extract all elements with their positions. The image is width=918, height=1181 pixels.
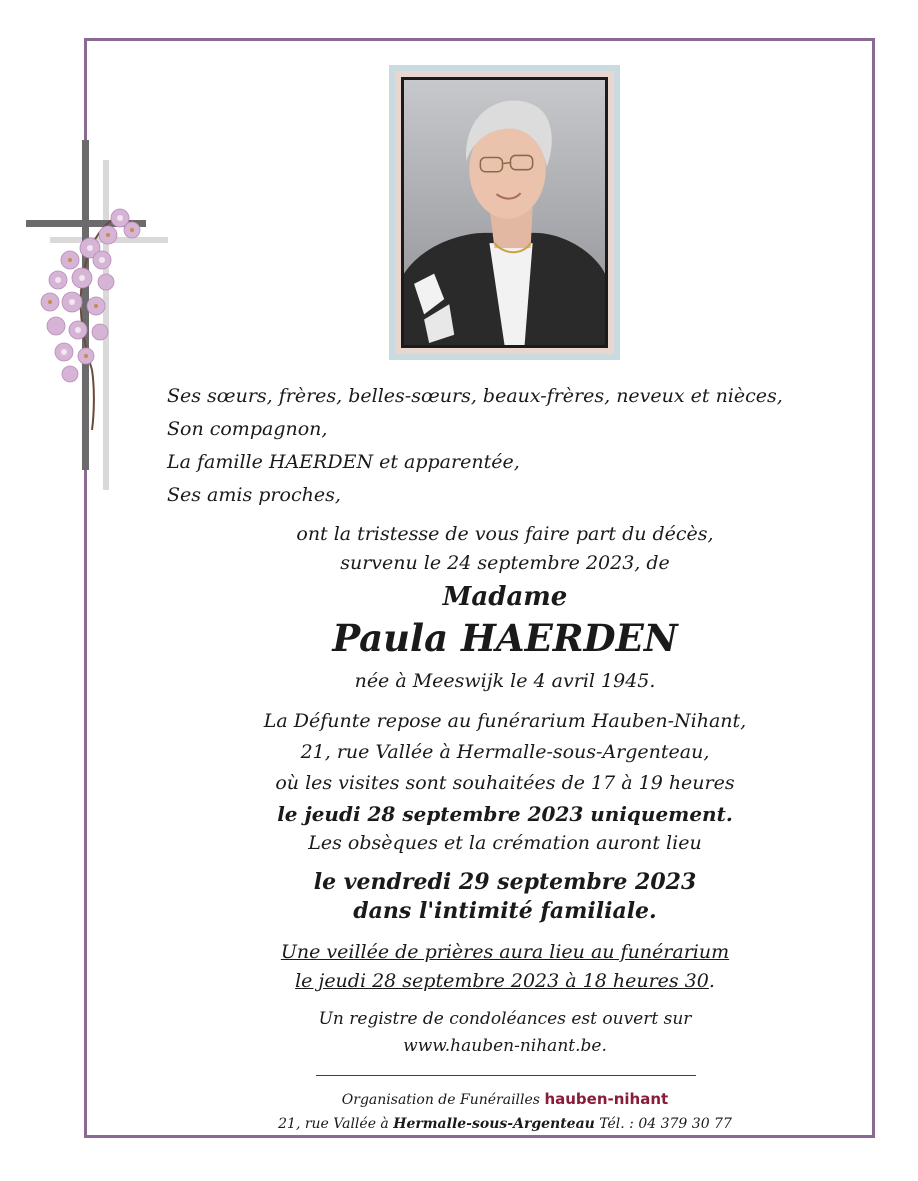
brand-logo: hauben-nihant bbox=[544, 1090, 669, 1108]
repose-line: 21, rue Vallée à Hermalle-sous-Argenteau, bbox=[300, 741, 710, 763]
announcement-line: survenu le 24 septembre 2023, de bbox=[340, 552, 670, 574]
family-line: Ses sœurs, frères, belles-sœurs, beaux-frères, neveux et nièces, bbox=[167, 385, 783, 407]
repose-info bbox=[100, 706, 910, 830]
footer-phone: Tél. : 04 379 30 77 bbox=[599, 1116, 732, 1132]
funeral-details bbox=[100, 868, 910, 926]
vigil-period: . bbox=[708, 970, 715, 992]
family-line: Son compagnon, bbox=[167, 418, 328, 440]
footer-town: Hermalle-sous-Argenteau bbox=[393, 1116, 595, 1132]
org-label: Organisation de Funérailles bbox=[341, 1092, 540, 1108]
cross-with-orchids-icon bbox=[20, 130, 180, 500]
repose-line: La Défunte repose au funérarium Hauben-Nihant, bbox=[263, 710, 747, 732]
deceased-title: Madame bbox=[442, 582, 568, 612]
vigil-line: Une veillée de prières aura lieu au funérarium bbox=[280, 941, 730, 963]
repose-line: où les visites sont souhaitées de 17 à 19 heures bbox=[275, 772, 735, 794]
vigil-line: le jeudi 28 septembre 2023 à 18 heures 30 bbox=[295, 970, 709, 992]
registry-line: Un registre de condoléances est ouvert sur bbox=[318, 1009, 692, 1029]
registry-info bbox=[100, 1006, 910, 1060]
funeral-date: le vendredi 29 septembre 2023 bbox=[313, 869, 697, 895]
family-line: La famille HAERDEN et apparentée, bbox=[167, 451, 520, 473]
footer-address: 21, rue Vallée à bbox=[278, 1116, 389, 1132]
announcement-line: ont la tristesse de vous faire part du décès, bbox=[296, 523, 714, 545]
registry-url[interactable]: www.hauben-nihant.be. bbox=[403, 1036, 607, 1056]
portrait-frame bbox=[389, 65, 620, 360]
footer bbox=[100, 1087, 910, 1136]
visit-date: le jeudi 28 septembre 2023 uniquement. bbox=[277, 802, 733, 826]
funeral-privacy: dans l'intimité familiale. bbox=[353, 898, 657, 924]
footer-divider bbox=[316, 1075, 696, 1076]
birth-info: née à Meeswijk le 4 avril 1945. bbox=[354, 670, 656, 692]
funeral-intro: Les obsèques et la crémation auront lieu bbox=[308, 832, 702, 854]
vigil-info bbox=[100, 938, 910, 996]
family-line: Ses amis proches, bbox=[167, 484, 341, 506]
portrait-photo bbox=[404, 80, 605, 345]
family-list bbox=[167, 380, 783, 512]
announcement bbox=[100, 520, 910, 578]
deceased-name: Paula HAERDEN bbox=[332, 616, 678, 660]
